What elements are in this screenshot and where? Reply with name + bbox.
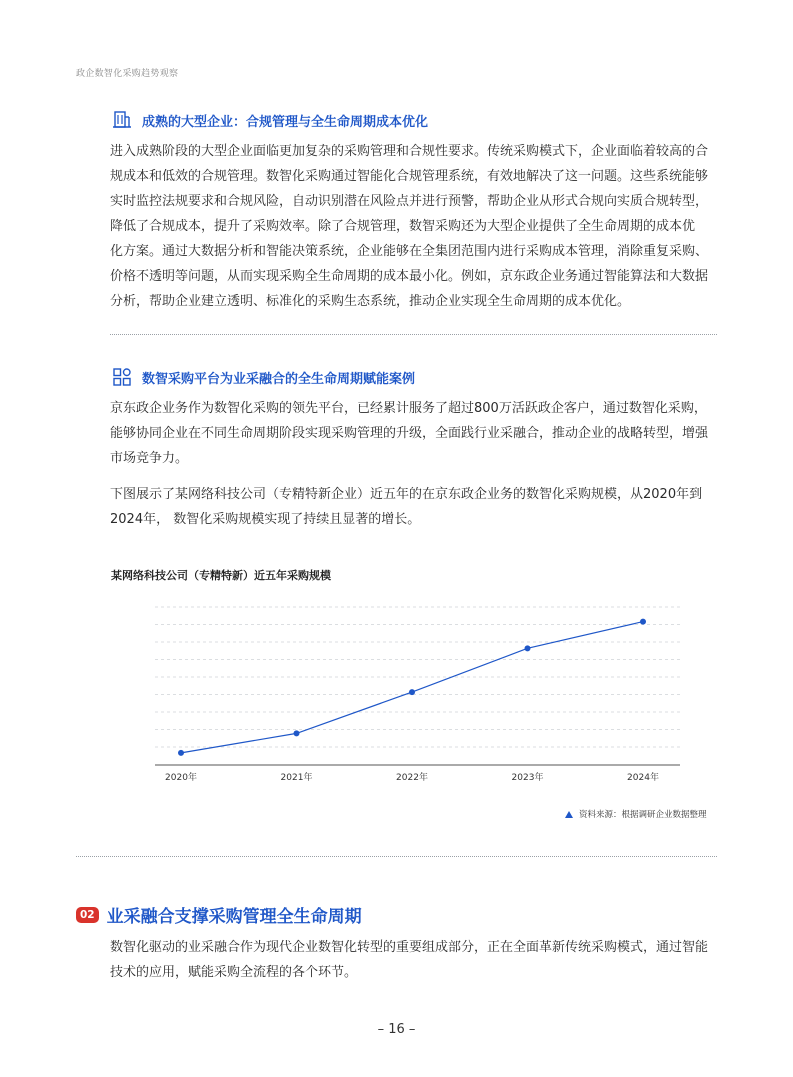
data-point: [640, 619, 646, 625]
section-heading-text: 成熟的大型企业：合规管理与全生命周期成本优化: [142, 114, 429, 130]
x-tick-label: 2024年: [627, 773, 659, 783]
chart-source-text: 资料来源：根据调研企业数据整理: [579, 810, 707, 820]
x-tick-label: 2021年: [280, 773, 313, 783]
x-tick-label: 2020年: [165, 773, 197, 783]
chart-title: 某网络科技公司（专精特新）近五年采购规模: [111, 569, 331, 582]
data-point: [294, 730, 300, 736]
x-tick-label: 2023年: [511, 773, 544, 783]
data-point: [409, 689, 415, 695]
series-line: [181, 622, 643, 753]
section-divider: [76, 856, 717, 857]
page-number: – 16 –: [377, 1022, 416, 1037]
chapter-02-paragraph: 数智化驱动的业采融合作为现代企业数智化转型的重要组成部分，正在全面革新传统采购模式，通过智能 技术的应用，赋能采购全流程的各个环节。: [110, 940, 709, 980]
section2-paragraph-2: 下图展示了某网络科技公司（专精特新企业）近五年的在京东政企业务的数智化采购规模，从2020年到 2024年， 数智化采购规模实现了持续且显著的增长。: [110, 487, 703, 527]
data-point: [525, 645, 531, 651]
chart-source-note: [565, 808, 707, 820]
chapter-heading-02: [76, 902, 362, 927]
section-heading-text: 数智采购平台为业采融合的全生命周期赋能案例: [142, 371, 416, 387]
chapter-title: 业采融合支撑采购管理全生命周期: [106, 907, 362, 927]
triangle-icon: [565, 811, 573, 818]
chapter-number-badge: 02: [76, 907, 99, 923]
section2-paragraph-1: 京东政企业务作为数智化采购的领先平台，已经累计服务了超过800万活跃政企客户，通过数智化采购， 能够协同企业在不同生命周期阶段实现采购管理的升级，全面践行业采融合，推动企业的战略转型，增强 市场竞争力。: [110, 401, 709, 466]
section1-paragraph: 进入成熟阶段的大型企业面临更加复杂的采购管理和合规性要求。传统采购模式下，企业面临着较高的合 规成本和低效的合规管理。数智化采购通过智能化合规管理系统，有效地解决了这一问题。这些系统能够 实时监控法规要求和合规风险，自动识别潜在风险点并进行预警，帮助企业从形式合规向实质合规转型， 降低了合规成本，提升了采购效率。除了合规管理，数智采购还为大型企业提供了全生命周期的成本优 化方案。通过大数据分析和智能决策系统，企业能够在全集团范围内进行采购成本管理，消除重复采购、 价格不透明等问题，从而实现采购全生命周期的成本最小化。例如，京东政企业务通过智能算法和大数据 分析，帮助企业建立透明、标准化的采购生态系统，推动企业实现全生命周期的成本优化。: [110, 144, 709, 309]
data-point: [178, 750, 184, 756]
running-header: 政企数智化采购趋势观察: [76, 69, 179, 79]
x-tick-label: 2022年: [396, 773, 428, 783]
